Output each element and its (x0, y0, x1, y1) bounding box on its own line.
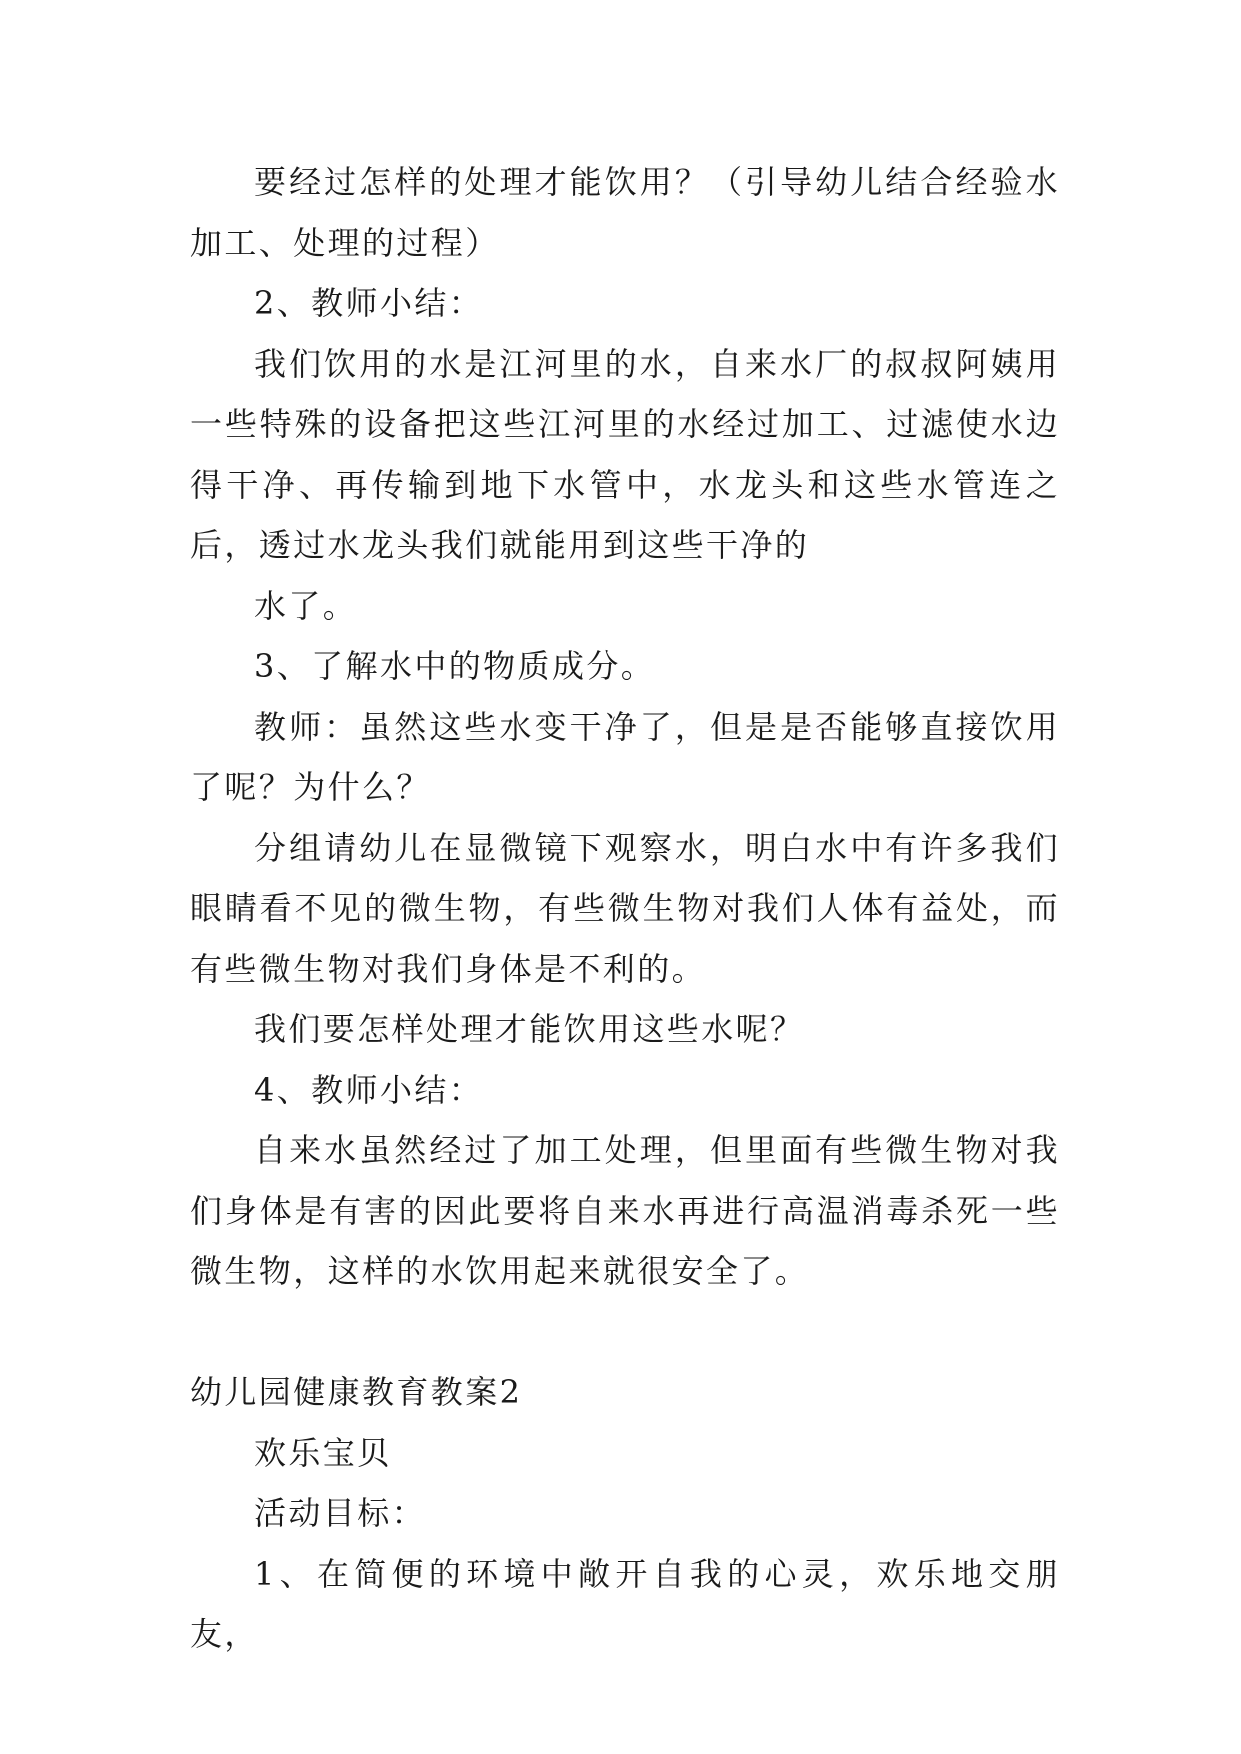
paragraph: 我们要怎样处理才能饮用这些水呢？ (254, 1010, 805, 1048)
paragraph: 要经过怎样的处理才能饮用？（引导幼儿结合经验水加工、处理的过程） (190, 163, 1060, 262)
paragraph: 自来水虽然经过了加工处理，但里面有些微生物对我们身体是有害的因此要将自来水再进行高温消毒杀死一些微生物，这样的水饮用起来就很安全了。 (190, 1131, 1060, 1290)
paragraph: 活动目标： (254, 1494, 427, 1532)
paragraph: 4、教师小结： (254, 1070, 484, 1109)
paragraph: 2、教师小结： (254, 284, 484, 322)
paragraph: 3、了解水中的物质成分。 (254, 647, 656, 685)
paragraph: 水了。 (254, 586, 358, 625)
section-title: 幼儿园健康教育教案2 (190, 1373, 523, 1411)
document-body (190, 152, 1060, 1665)
paragraph: 欢乐宝贝 (254, 1433, 392, 1472)
paragraph: 我们饮用的水是江河里的水，自来水厂的叔叔阿姨用一些特殊的设备把这些江河里的水经过加工、过滤使水边得干净、再传输到地下水管中，水龙头和这些水管连之后，透过水龙头我们就能用到这些干净的 (190, 344, 1060, 564)
paragraph: 教师：虽然这些水变干净了，但是是否能够直接饮用了呢？为什么？ (190, 707, 1060, 806)
paragraph: 1、在简便的环境中敞开自我的心灵，欢乐地交朋友， (190, 1554, 1060, 1653)
paragraph: 分组请幼儿在显微镜下观察水，明白水中有许多我们眼睛看不见的微生物，有些微生物对我们人体有益处，而有些微生物对我们身体是不利的。 (190, 828, 1060, 988)
